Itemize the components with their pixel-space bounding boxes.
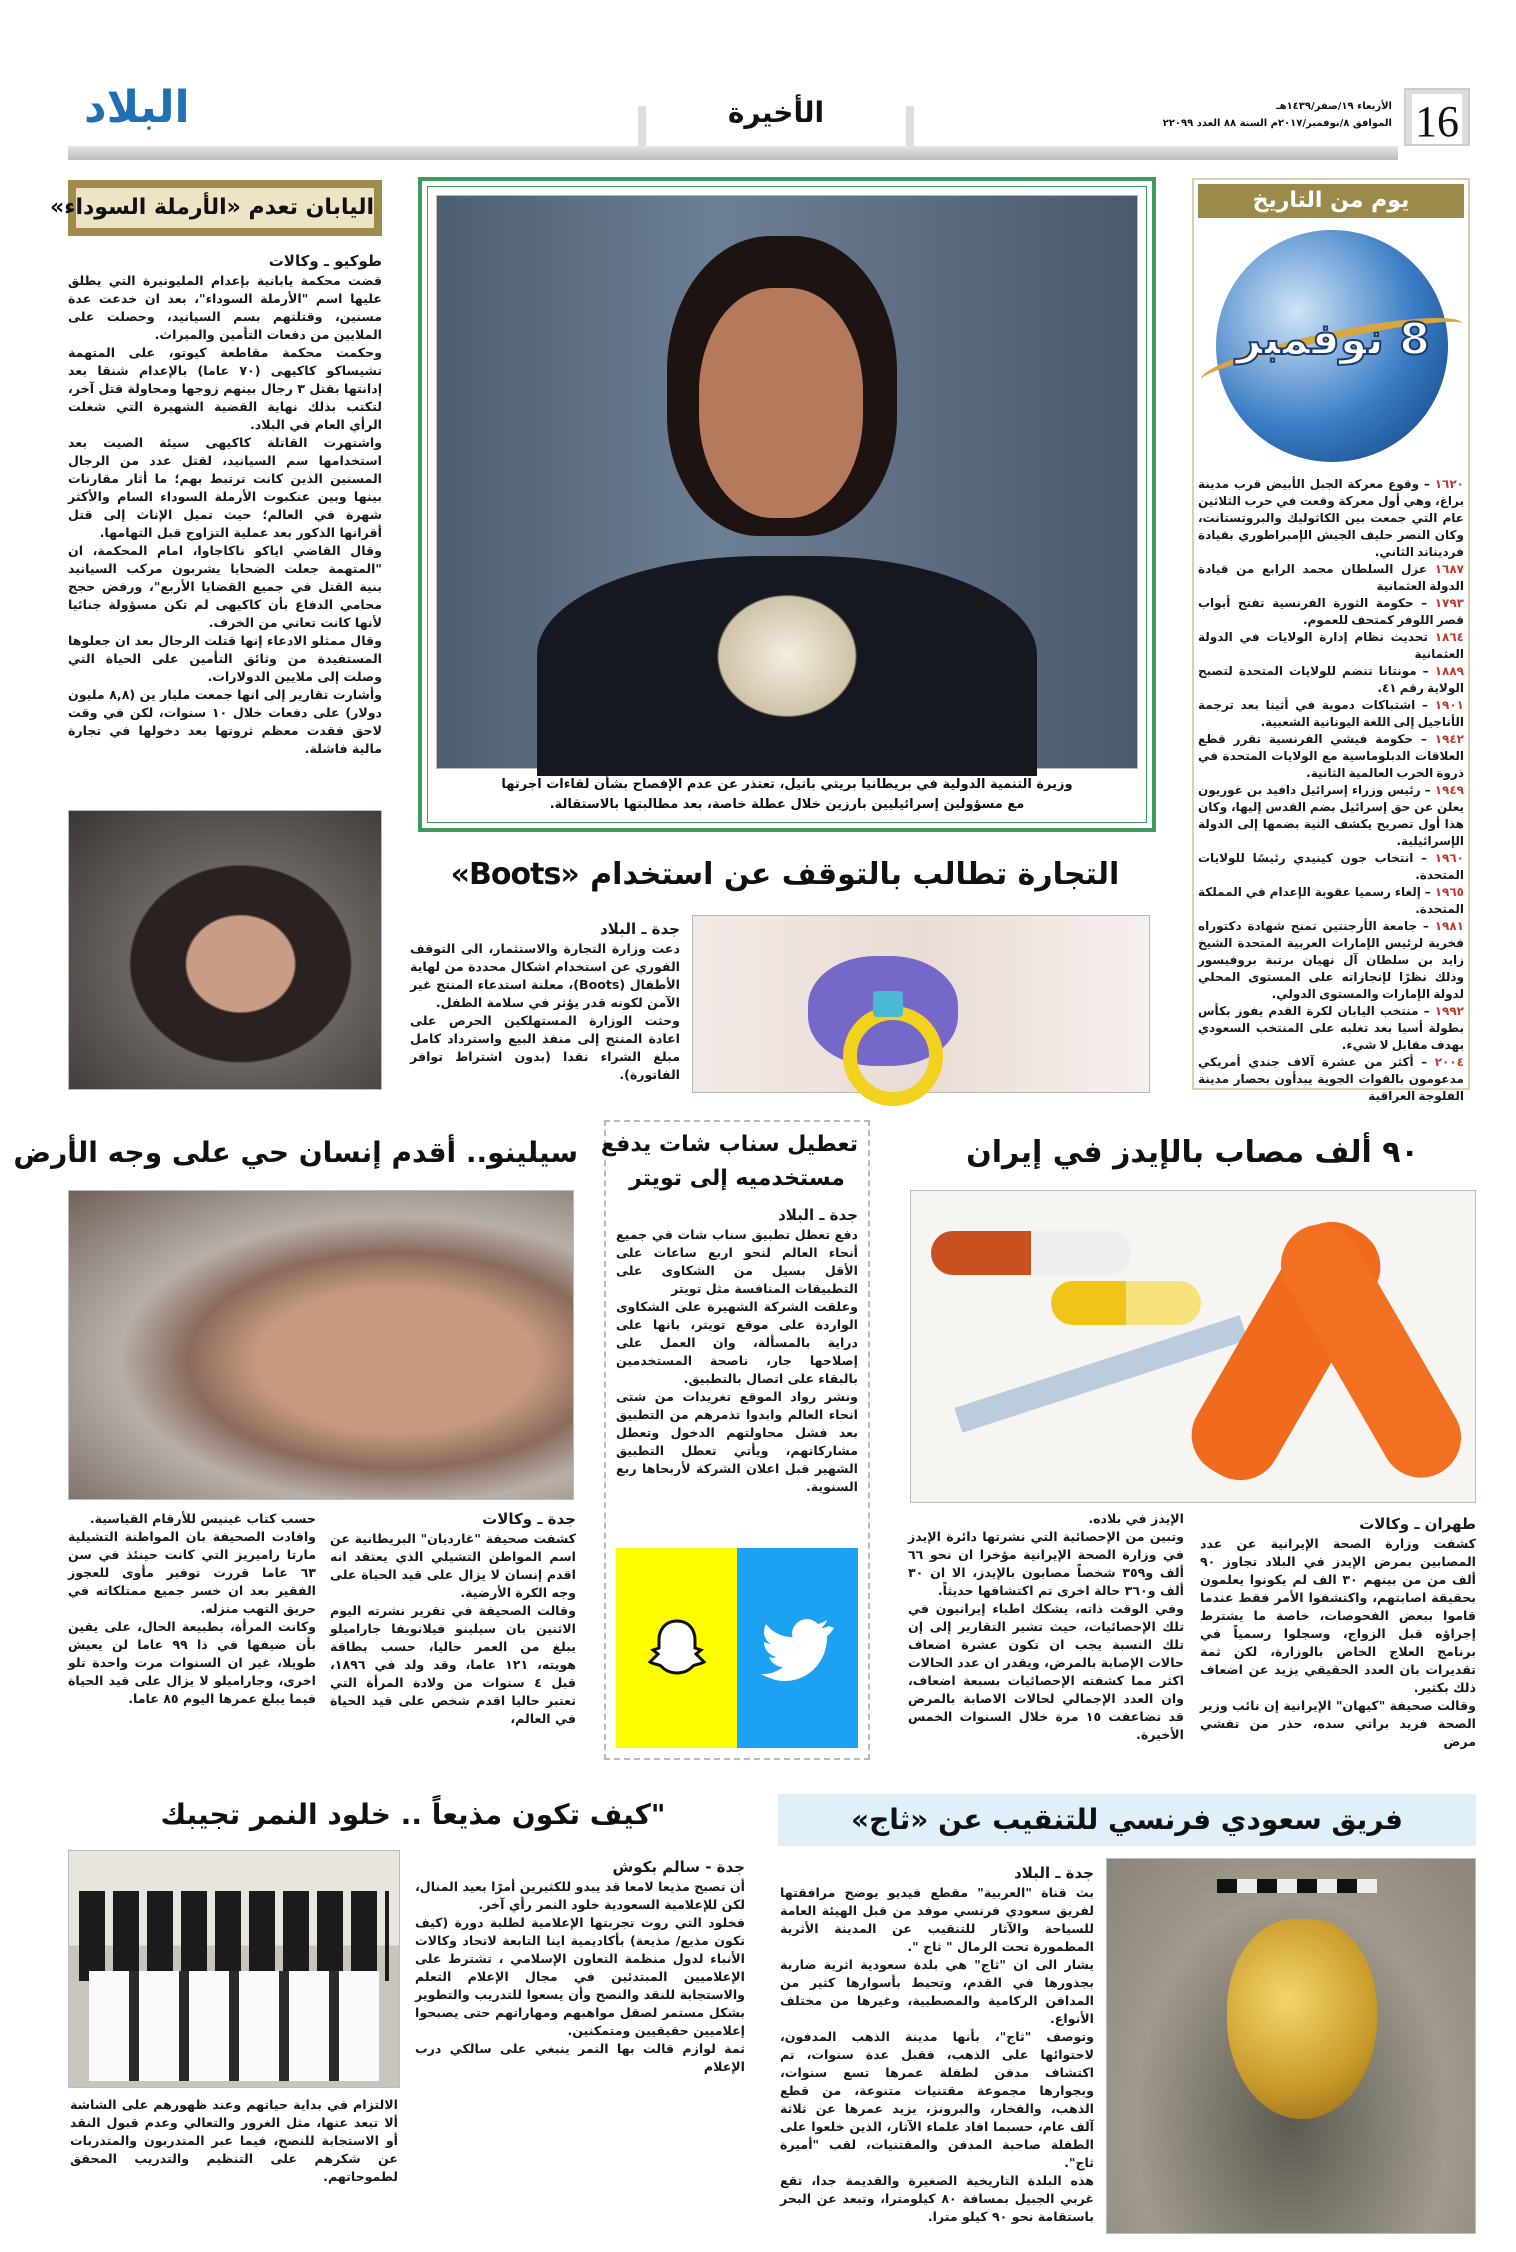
priti-patel-photo <box>436 195 1138 769</box>
media-dateline: جدة - سالم بكوش <box>612 1858 745 1876</box>
history-text: – جامعة الأرجنتين تمنح شهادة دكتوراه فخرية لرئيس الإمارات العربية المتحدة الشيخ زايد بن سلطان آل نهيان برتبة بروفيسور وذلك نظرًا لإنجازاته على المستوى المحلي لدولة الإمارات والمستوى الدولي. <box>1198 919 1464 1001</box>
gold-mask-photo <box>1106 1858 1476 2234</box>
paragraph: وعلقت الشركة الشهيرة على الشكاوى الواردة على موقع تويتر، بانها على دراية بالمسألة، وان العمل على إصلاحها جار، ناصحة المستخدمين بالبقاء على اتصال بالتطبيق. <box>616 1299 858 1386</box>
paragraph: ثمة لوازم قالت بها النمر ينبغي على سالكي درب الإعلام <box>415 2041 745 2074</box>
paragraph: وقالت الصحيفة في تقرير نشرته اليوم الاثنين بان سيلينو فيلانويفا جاراميلو يبلغ من العمر حاليا، حسب بطاقة هويته، ١٢١ عاما، وقد ولد في ١٨٩٦، قبل ٤ سنوات من ولادة المرأة التي تعتبر حاليا اقدم شخص على قيد الحياة في العالم، <box>330 1603 577 1726</box>
history-list <box>1198 476 1464 1105</box>
paragraph: يشار الى ان "ثاج" هي بلدة سعودية اثرية ضاربة بجذورها في القدم، وتحيط بأسوارها كثير من المدافن الركامية والمصطبية، وغيرها من مختلف الأنواع. <box>780 1957 1094 2026</box>
japan-headline: اليابان تعدم «الأرملة السوداء» <box>76 188 374 228</box>
celino-dateline: جدة ـ وكالات <box>482 1510 576 1528</box>
paragraph: الإيدز في بلاده. <box>1088 1511 1184 1526</box>
snapchat-twitter-image <box>616 1548 858 1748</box>
celino-body-1 <box>330 1530 576 1728</box>
history-entry <box>1198 629 1464 663</box>
celino-headline: سيلينو.. أقدم إنسان حي على وجه الأرض <box>13 1136 578 1169</box>
globe-label: 8 نوفمبر <box>1236 314 1430 365</box>
taj-body <box>780 1884 1094 2226</box>
history-title: يوم من التاريخ <box>1198 184 1464 218</box>
history-entry <box>1198 731 1464 782</box>
snapchat-body <box>616 1226 858 1496</box>
paragraph: وأشارت تقارير إلى انها جمعت مليار ين (٨,٨ مليون دولار) على دفعات خلال ١٠ سنوات، لكن في وقت لاحق فقدت معظم ثروتها بعد دخولها في تجارة مالية فاشلة. <box>68 687 383 756</box>
history-entry <box>1198 697 1464 731</box>
media-body-1 <box>415 1878 745 2076</box>
snapchat-headline-2: مستخدميه إلى تويتر <box>629 1166 845 1191</box>
globe-image <box>1198 222 1464 472</box>
history-year: ١٩٨١ <box>1434 919 1464 933</box>
history-text: – حكومة فيشي الفرنسية تقرر قطع العلاقات الدبلوماسية مع الولايات المتحدة في ذروة الحرب العالمية الثانية. <box>1198 732 1464 780</box>
japan-article <box>50 180 383 800</box>
history-entry <box>1198 918 1464 1003</box>
paragraph: هذه البلدة التاريخية الصغيرة والقديمة جدا، تقع غربي الجبيل بمسافة ٨٠ كيلومترا، وتبعد عن البحر باستقامة نحو ٩٠ كيلو مترا. <box>780 2173 1095 2224</box>
history-text: – مونتانا تنضم للولايات المتحدة لتصبح الولاية رقم ٤١. <box>1198 664 1464 695</box>
paragraph: الالتزام في بداية حياتهم وعند ظهورهم على الشاشة ألا تبعد عنها، مثل الغرور والتعالي وعدم قبول النقد أو الاستجابة للنصح، فيما عبر المتدربون والمتدربات عن شكرهم على التنظيم والتدريب المحقق لطموحاتهم. <box>70 2097 398 2184</box>
header-rule <box>68 146 1398 160</box>
boots-article <box>410 920 680 1084</box>
history-year: ١٦٨٧ <box>1434 562 1464 576</box>
paragraph: بث قناة "العربية" مقطع فيديو يوضح مرافقتها لفريق سعودي فرنسي موفد من قبل الهيئة العامة للسياحة والآثار للتنقيب عن المدينة الأثرية المطمورة تحت الرمال " ثاج ". <box>780 1885 1094 1954</box>
media-body-2 <box>70 2096 398 2186</box>
history-entry <box>1198 1003 1464 1054</box>
taj-dateline: جدة ـ البلاد <box>1014 1864 1094 1882</box>
history-text: – إلغاء رسميا عقوبة الإعدام في المملكة المتحدة. <box>1198 885 1464 916</box>
iran-col1 <box>1200 1515 1476 1751</box>
history-entry <box>1198 595 1464 629</box>
taj-headline: فريق سعودي فرنسي للتنقيب عن «ثاج» <box>778 1794 1476 1846</box>
history-entry <box>1198 850 1464 884</box>
history-entry <box>1198 476 1464 561</box>
paragraph: وقال القاضي اياكو ناكاجاوا، امام المحكمة، ان "المتهمة جعلت الضحايا يشربون مركب السيانيد بنية القتل في جميع القضايا الأربع"، ورفض حجج محامي الدفاع بأن كاكيهى لم تكن مسؤولة جنائيا لأنها كانت تعاني من الخرف. <box>68 543 382 630</box>
paragraph: وافادت الصحيفة بان المواطنة التشيلية مارتا راميريز التي كانت حينئذ في سن ٦٣ عاما قررت توفير مأوى للعجوز الفقير بعد ان خسر جميع ممتلكاته في حريق التهب منزله. <box>68 1529 316 1616</box>
section-title: الأخيرة <box>727 96 825 129</box>
paragraph: وتوصف "ثاج"، بأنها مدينة الذهب المدفون، لاحتوائها على الذهب، فقبل عدة سنوات، تم اكتشاف مدفن لطفلة عمرها تسع سنوات، وبجوارها مجموعة مقتنيات متنوعة، من قطع الذهب، والفخار، والبرونز، يزيد عمرها عن ثلاثة آلف عام، حسبما افاد علماء الآثار، الذين خلعوا على الطفلة صاحبة المدفن والمقتنيات، لقب "أميرة ثاج". <box>780 2029 1094 2170</box>
page-number-box <box>1404 88 1470 146</box>
paragraph: وحكمت محكمة مقاطعة كيوتو، على المتهمة تشيساكو كاكيهى (٧٠ عاما) بالإعدام شنقا بعد إدانتها بقتل ٣ رجال بينهم زوجها ومحاولة قتل آخر، لتكتب بذلك نهاية القضية الشهيرة التي شغلت الرأي العام في البلاد. <box>68 345 383 432</box>
history-text: – انتخاب جون كينيدي رئيسًا للولايات المتحدة. <box>1198 851 1464 882</box>
pacifier-photo <box>692 915 1150 1093</box>
date-gregorian: الموافق ٨/نوفمبر/٢٠١٧م السنة ٨٨ العدد ٢٢٠٩٩ <box>1162 118 1392 129</box>
history-year: ١٩٠١ <box>1434 698 1464 712</box>
iran-body-1 <box>1200 1535 1476 1751</box>
history-year: ١٩٦٥ <box>1434 885 1464 899</box>
paragraph: حسب كتاب غينيس للأرقام القياسية. <box>89 1511 316 1526</box>
photo-caption-line1: وزيرة التنمية الدولية في بريطانيا بريتي باتيل، تعتذر عن عدم الإفصاح بشأن لقاءات اجرتها <box>501 777 1073 792</box>
history-text: عزل السلطان محمد الرابع من قيادة الدولة العثمانية <box>1198 562 1464 593</box>
history-text: تحديث نظام إدارة الولايات في الدولة العثمانية <box>1198 630 1464 661</box>
history-year: ١٩٤٢ <box>1434 732 1464 746</box>
aids-ribbon-photo <box>910 1190 1476 1503</box>
history-text: – اشتباكات دموية في أثينا بعد ترجمة الأناجيل إلى اللغة اليونانية الشعبية. <box>1198 698 1464 729</box>
history-text: – حكومة الثورة الفرنسية تفتح أبواب قصر اللوفر كمتحف للعموم. <box>1198 596 1464 627</box>
boots-dateline: جدة ـ البلاد <box>600 920 680 938</box>
paragraph: وقال ممثلو الادعاء إنها قتلت الرجال بعد ان جعلوها المستفيدة من وثائق التأمين على الحياة التي وصلت إلى ملايين الدولارات. <box>68 633 382 684</box>
iran-col2 <box>908 1510 1184 1744</box>
paragraph: وفي الوقت ذاته، يشكك اطباء إيرانيون في تلك الإحصائيات، حيث تشير التقارير إلى إن تلك النسبة يجب ان تكون عشرة اضعاف حالات الإصابة بالمرض، ويقدر ان عدد الحالات اكثر مما كشفته الإحصائيات بسبعة اضعاف، وان العدد الإجمالي لحالات الاصابة بالمرض قد تضاعفت ١٥ مرة خلال السنوات الخمس الأخيرة. <box>908 1601 1184 1742</box>
history-entry <box>1198 663 1464 697</box>
history-year: ١٨٦٤ <box>1434 630 1464 644</box>
history-entry <box>1198 884 1464 918</box>
history-year: ١٩٦٠ <box>1434 851 1464 865</box>
paragraph: وحثت الوزارة المستهلكين الحرص على اعادة المنتج إلى منفذ البيع واسترداد كامل مبلغ الشراء نقدا (بدون اشتراط توافر الفاتورة). <box>410 1013 680 1082</box>
history-year: ١٧٩٣ <box>1434 596 1464 610</box>
snapchat-logo-icon <box>616 1548 737 1748</box>
iran-dateline: طهران ـ وكالات <box>1359 1515 1476 1533</box>
page-header <box>68 82 1470 160</box>
media-course-group-photo <box>68 1850 400 2088</box>
history-text: – رئيس وزراء إسرائيل دافيد بن غوريون يعلن عن حق إسرائيل بضم القدس إليها، وكان هذا أول تصريح يكشف النية بضمها إلى الدولة الإسرائيلية. <box>1198 783 1464 848</box>
paragraph: وكانت المرأة، بطبيعة الحال، على يقين بأن ضيفها في ذا ٩٩ عاما لن يعيش طويلا، غير ان السنوات مرت واحدة تلو اخرى، وجاراميلو لا يزال على قيد الحياة فيما يبلغ عمرها اليوم ٨٥ عاما. <box>68 1619 316 1706</box>
celino-body-2 <box>68 1510 316 1708</box>
history-text: – وقوع معركة الجبل الأبيض قرب مدينة براغ، وهي أول معركة وقعت في حرب الثلاثين عام التي جمعت بين الكاثوليك والبروتستانت، وكان النصر حليف الجيش الإمبراطوري بقيادة فرديناند الثاني. <box>1198 477 1464 559</box>
paragraph: وقالت صحيفة "كيهان" الإيرانية إن نائب وزير الصحة فريد براتي سده، حذر من تفشي مرض <box>1200 1698 1476 1749</box>
celino-col2 <box>68 1510 316 1708</box>
history-year: ١٩٩٢ <box>1434 1004 1464 1018</box>
iran-headline: ٩٠ ألف مصاب بالإيدز في إيران <box>966 1135 1419 1170</box>
paragraph: ونشر رواد الموقع تغريدات من شتى انحاء العالم وابدوا تذمرهم من التطبيق بعد فشل محاولتهم الدخول وتعطل مشاركاتهم، ويأتي تعطل التطبيق الشهير قبل اعلان الشركة لأربحاها ربع السنوية. <box>616 1389 858 1494</box>
page-number: 16 <box>1412 94 1462 144</box>
history-text: – أكثر من عشرة آلاف جندي أمريكي مدعومون بالقوات الجوية يبدأون بحصار مدينة الفلوجة العراقية <box>1198 1055 1464 1103</box>
history-entry <box>1198 1054 1464 1105</box>
iran-body-2 <box>908 1510 1184 1744</box>
history-entry <box>1198 782 1464 850</box>
photo-caption-line2: مع مسؤولين إسرائيليين بارزين خلال عطلة خاصة، بعد مطالبتها بالاستقالة. <box>549 797 1025 812</box>
date-hijri: الأربعاء ١٩/صفر/١٤٣٩هـ <box>1276 101 1392 112</box>
paragraph: فخلود التي روت تجربتها الإعلامية لطلبة دورة (كيف تكون مذيع/ مذيعة) بأكاديمية اينا التابعة لاتحاد وكالات الأنباء لدول منظمة التعاون الإسلامي ، تشترط على الإعلاميين المبتدئين في مجال الإعلام التعلم والاستجابة للنقد والنصح وأن يسعوا للتدريب والتطوير بشكل مستمر لصقل مواهبهم ومهاراتهم حتى يصبحوا إعلاميين حقيقيين ومتمكنين. <box>415 1915 745 2038</box>
history-year: ٢٠٠٤ <box>1434 1055 1464 1069</box>
taj-article <box>780 1864 1094 2226</box>
media-col1 <box>415 1858 745 2076</box>
paragraph: دعت وزارة التجارة والاستثمار، الى التوقف الفوري عن استخدام اشكال محددة من لهاية الأطفال (Boots)، معلنة استدعاء المنتج غير الآمن لكونه قدر يؤثر في سلامة الطفل. <box>410 941 680 1010</box>
media-col2 <box>70 2096 398 2186</box>
paragraph: وتبين من الإحصائية التي نشرتها دائرة الإيدز في وزارة الصحة الإيرانية مؤخرا ان نحو ٦٦ ألف و٣٥٩ شخصاً مصابون بالإيدز، الا ان ٣٠ ألف و٣٦٠ حالة اخرى تم اكتشافها حديثاً. <box>908 1529 1184 1598</box>
history-entry <box>1198 561 1464 595</box>
celino-col1 <box>330 1510 576 1728</box>
snapchat-headline-1: تعطيل سناب شات يدفع <box>600 1132 858 1157</box>
japan-dateline: طوكيو ـ وكالات <box>268 252 382 270</box>
history-year: ١٨٨٩ <box>1434 664 1464 678</box>
history-year: ١٦٢٠ <box>1434 477 1464 491</box>
kakehi-photo <box>68 810 382 1090</box>
main-photo-box <box>418 177 1156 832</box>
paragraph: كشفت صحيفة "غارديان" البريطانية عن اسم المواطن التشيلي الذي يعتقد انه اقدم إنسان لا يزال على قيد الحياة على وجه الكرة الأرضية. <box>330 1531 576 1600</box>
japan-body <box>68 272 382 758</box>
paragraph: واشتهرت القاتلة كاكيهى سيئة الصيت بعد استخدامها سم السيانيد، لقتل عدد من الرجال المسنين الذين كانت ترتبط بهم؛ ما أثار مقارنات بينها وبين عنكبوت الأرملة السوداء السام والأكثر شهرة في العالم؛ حيث تميل الإناث إلى قتل أقرانها الذكور بعد عملية التزاوج قبل التهامها. <box>68 435 382 540</box>
boots-headline: التجارة تطالب بالتوقف عن استخدام «Boots» <box>450 857 1120 892</box>
twitter-logo-icon <box>737 1548 858 1748</box>
history-box <box>1192 178 1470 1103</box>
paragraph: أن تصبح مذيعا لامعا قد يبدو للكثيرين أمرًا بعيد المنال، لكن للإعلامية السعودية خلود النمر رأي آخر. <box>415 1879 745 1912</box>
snapchat-article <box>600 1120 870 1760</box>
newspaper-logo: البلاد <box>84 82 190 133</box>
history-text: – منتخب اليابان لكرة القدم يفوز بكأس بطولة أسيا بعد تغلبه على المنتخب السعودي بهدف مقابل لا شيء. <box>1198 1004 1464 1052</box>
media-headline: "كيف تكون مذيعاً .. خلود النمر تجيبك <box>160 1798 666 1831</box>
history-year: ١٩٤٩ <box>1434 783 1464 797</box>
snapchat-dateline: جدة ـ البلاد <box>778 1206 858 1224</box>
boots-body <box>410 940 680 1084</box>
paragraph: كشفت وزارة الصحة الإيرانية عن عدد المصابين بمرض الإيدز في البلاد تجاوز ٩٠ ألف من من بينهم ٣٠ الف لم يكونوا يعلمون بحقيقة اصابتهم، واكتشفوا الأمر فقط عندما قاموا ببعض الفحوصات، خاصة ما يشترط إجراؤه قبل الزواج، وسجلوا رسمياً في برنامج العلاج الخاص بالوزارة، لكن ثمة تقديرات بان العدد الحقيقي يزيد عن اضعاف ذلك بكثير. <box>1200 1536 1476 1695</box>
paragraph: دفع تعطل تطبيق سناب شات في جميع أنحاء العالم لنحو اربع ساعات على الأقل بسيل من الشكاوى على التطبيقات المنافسة مثل تويتر <box>616 1227 858 1296</box>
paragraph: قضت محكمة يابانية بإعدام المليونيرة التي يطلق عليها اسم "الأرملة السوداء"، بعد ان خدعت عدة مسنين، وقتلتهم بسم السيانيد، وحصلت على الملايين من دفعات التأمين والميراث. <box>68 273 382 342</box>
celino-photo <box>68 1190 574 1500</box>
